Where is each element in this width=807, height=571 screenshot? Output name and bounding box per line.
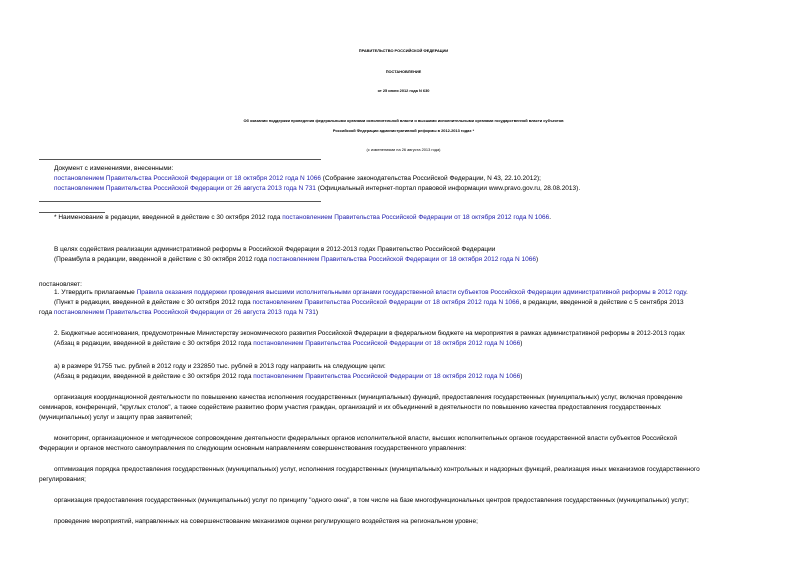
footnote-link[interactable]: постановлением Правительства Российской Федерации от 18 октября 2012 года N 1066: [282, 214, 550, 221]
p2-note-link[interactable]: постановлением Правительства Российской Федерации от 18 октября 2012 года N 1066: [253, 340, 521, 347]
document-title-line2: Российской Федерации административной реформы в 2012-2013 годах *: [332, 128, 475, 133]
change-item-1: постановлением Правительства Российской Федерации от 18 октября 2012 года N 1066 (Собрание законодательства Российской Федерации, N 43, 22.10.2012);: [54, 175, 541, 182]
paragraph-2: 2. Бюджетные ассигнования, предусмотренные Министерству экономического развития Российской Федерации в федеральном бюджете на мероприятия в рамках административной реформы в 2012-2013 годах: [54, 330, 685, 337]
paragraph-2-note: (Абзац в редакции, введенной в действие с 30 октября 2012 года постановлением Правительства Российской Федерации от 18 октября 2012 года N 1066): [54, 340, 523, 347]
amendment-note: (с изменениями на 26 августа 2013 года): [366, 147, 441, 152]
list-item: организация предоставления государственных (муниципальных) услуг по принципу "одного окна", в том числе на базе многофункциональных центров предоставления государственных (муниципальных) услуг;: [54, 497, 689, 504]
decides-label: постановляет:: [39, 281, 82, 288]
preamble-text: В целях содействия реализации административной реформы в Российской Федерации в 2012-2013 годах Правительство Российской Федерации: [54, 246, 496, 253]
document-type: ПОСТАНОВЛЕНИЕ: [385, 69, 422, 74]
list-item: мониторинг, организационное и методическое сопровождение деятельности федеральных органов исполнительной власти, высших исполнительных органов государственной власти субъектов Российской: [54, 435, 677, 442]
list-item: проведение мероприятий, направленных на совершенствование механизмов оценки регулирующего воздействия на региональном уровне;: [54, 518, 478, 525]
change-item-2: постановлением Правительства Российской Федерации от 26 августа 2013 года N 731 (Официальный интернет-портал правовой информации www.pravo.gov.ru, 28.08.2013).: [54, 185, 581, 192]
pa-note-link[interactable]: постановлением Правительства Российской Федерации от 18 октября 2012 года N 1066: [253, 373, 521, 380]
paragraph-1-note: (Пункт в редакции, введенной в действие с 30 октября 2012 года постановлением Правительства Российской Федерации от 18 октября 2012 года N 1066, в редакции, введенной в действие с 5 сентября 2013: [54, 299, 684, 306]
list-item: организация координационной деятельности по повышению качества исполнения государственных (муниципальных) функций, предоставления государственных (муниципальных) услуг, включая проведение: [54, 394, 683, 401]
footnote: * Наименование в редакции, введенной в действие с 30 октября 2012 года постановлением Правительства Российской Федерации от 18 октября 2012 года N 1066.: [54, 214, 552, 221]
list-item: (муниципальных) услуг и защиту прав заявителей;: [39, 414, 193, 421]
divider: [39, 159, 321, 160]
divider: [39, 201, 321, 202]
subparagraph-a-note: (Абзац в редакции, введенной в действие с 30 октября 2012 года постановлением Правительства Российской Федерации от 18 октября 2012 года N 1066): [54, 373, 523, 380]
changes-intro: Документ с изменениями, внесенными:: [54, 165, 174, 172]
list-item: Федерации и органов местного самоуправления по следующим основным направлениям совершенствования государственного управления:: [39, 445, 467, 452]
subparagraph-a: а) в размере 91755 тыс. рублей в 2012 году и 232850 тыс. рублей в 2013 году направить на следующие цели:: [54, 363, 386, 370]
rules-link[interactable]: Правила оказания поддержки проведения высшими исполнительными органами государственной власти субъектов Российской Федерации административной реформы в 2012 году: [136, 289, 686, 296]
p1-note-link-1066[interactable]: постановлением Правительства Российской Федерации от 18 октября 2012 года N 1066: [252, 299, 520, 306]
footnote-divider: [39, 212, 105, 213]
change-link-1066[interactable]: постановлением Правительства Российской Федерации от 18 октября 2012 года N 1066: [54, 175, 321, 182]
document-title-line1: Об оказании поддержки проведения федеральными органами исполнительной власти и высшими исполнительными органами государственной власти субъектов: [243, 118, 564, 123]
list-item: семинаров, конференций, "круглых столов", а также содействие развитию форм участия граждан, организаций и их объединений в деятельности по повышению качества предоставления государственных: [39, 404, 661, 411]
government-heading: ПРАВИТЕЛЬСТВО РОССИЙСКОЙ ФЕДЕРАЦИИ: [358, 48, 449, 53]
preamble-note-link[interactable]: постановлением Правительства Российской Федерации от 18 октября 2012 года N 1066: [269, 256, 537, 263]
p1-note-link-731[interactable]: постановлением Правительства Российской Федерации от 26 августа 2013 года N 731: [53, 309, 316, 316]
paragraph-1-note-cont: года постановлением Правительства Российской Федерации от 26 августа 2013 года N 731): [39, 309, 319, 316]
list-item: оптимизация порядка предоставления государственных (муниципальных) услуг, исполнения государственных (муниципальных) контрольных и надзорных функций, реализация иных механизмов государственного: [54, 466, 700, 473]
list-item: регулирования;: [39, 476, 86, 483]
preamble-note: (Преамбула в редакции, введенной в действие с 30 октября 2012 года постановлением Правительства Российской Федерации от 18 октября 2012 года N 1066): [54, 256, 539, 263]
paragraph-1: 1. Утвердить прилагаемые Правила оказания поддержки проведения высшими исполнительными органами государственной власти субъектов Российской Федерации административной реформы в 2012 году.: [54, 289, 688, 296]
change-link-731[interactable]: постановлением Правительства Российской Федерации от 26 августа 2013 года N 731: [54, 185, 316, 192]
document-date: от 25 июня 2012 года N 630: [377, 88, 430, 93]
